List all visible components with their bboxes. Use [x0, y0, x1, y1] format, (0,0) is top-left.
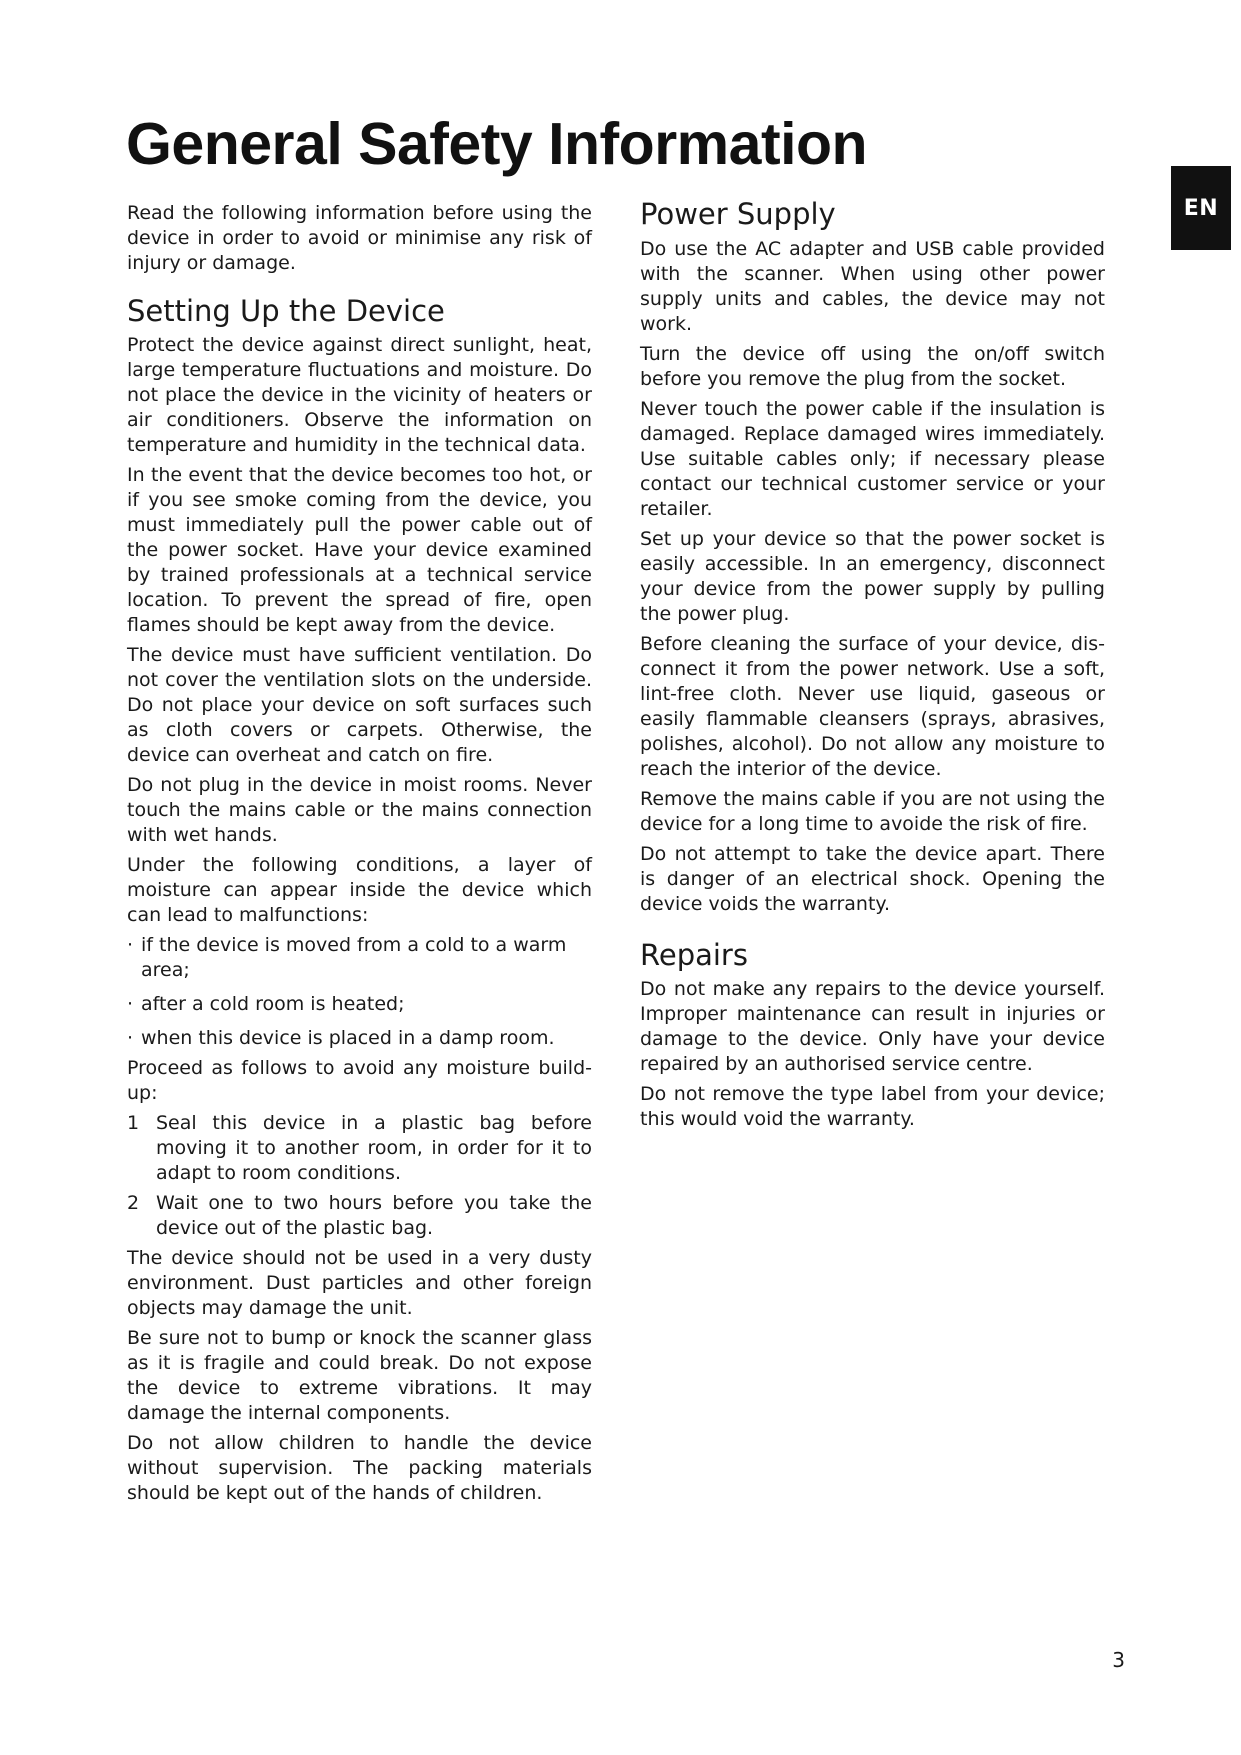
overheat-paragraph: In the event that the device becomes too hot, or if you see smoke coming from the device, you must immediately pull the power cable out of the power socket. Have your device examined by trained professionals at a technical service location. To prevent the spread of fire, open flames should be kept away from the device.: [127, 464, 592, 636]
repairs-paragraph: Do not make any repairs to the device yourself. Improper maintenance can result in injuries or damage to the device. Only have your device repaired by an authorised service centre.: [640, 978, 1105, 1075]
power-paragraph: Never touch the power cable if the insulation is damaged. Replace damaged wires immediately. Use suitable cables only; if necessary please contact our technical customer service or your retailer.: [640, 398, 1105, 520]
proceed-paragraph: Proceed as follows to avoid any moisture build-up:: [127, 1057, 592, 1104]
numbered-step: [127, 1111, 592, 1186]
language-tab: EN: [1171, 166, 1231, 250]
moist-rooms-paragraph: Do not plug in the device in moist rooms. Never touch the mains cable or the mains connection with wet hands.: [127, 774, 592, 846]
repairs-heading: Repairs: [640, 938, 748, 972]
power-paragraph: Turn the device off using the on/off switch before you remove the plug from the socket.: [640, 343, 1105, 390]
power-paragraph: Remove the mains cable if you are not using the device for a long time to avoide the risk of fire.: [640, 788, 1105, 835]
dust-paragraph: The device should not be used in a very dusty environment. Dust particles and other foreign objects may damage the unit.: [127, 1247, 592, 1319]
children-paragraph: Do not allow children to handle the device without supervision. The packing materials should be kept out of the hands of children.: [127, 1432, 592, 1504]
bullet-item: [127, 992, 592, 1017]
right-column: [640, 196, 1105, 1137]
repairs-paragraph: Do not remove the type label from your device; this would void the warranty.: [640, 1083, 1105, 1130]
bullet-marker: ·: [127, 993, 134, 1015]
left-column: [127, 201, 592, 1511]
bullet-text: if the device is moved from a cold to a warm area;: [141, 934, 567, 981]
step-number: 2: [127, 1192, 140, 1214]
moisture-conditions-paragraph: Under the following conditions, a layer of moisture can appear inside the device which can lead to malfunctions:: [127, 854, 592, 926]
bullet-marker: ·: [127, 1027, 134, 1049]
step-text: Seal this device in a plastic bag before moving it to another room, in order for it to adapt to room conditions.: [156, 1112, 592, 1184]
bullet-text: after a cold room is heated;: [141, 993, 405, 1015]
bullet-text: when this device is placed in a damp room.: [141, 1027, 555, 1049]
page-title: General Safety Information: [126, 111, 868, 177]
scanner-glass-paragraph: Be sure not to bump or knock the scanner glass as it is fragile and could break. Do not expose the device to extreme vibrations. It may damage the internal components.: [127, 1327, 592, 1424]
step-text: Wait one to two hours before you take the device out of the plastic bag.: [156, 1192, 592, 1239]
power-paragraph: Do not attempt to take the device apart. There is danger of an electrical shock. Opening the device voids the warranty.: [640, 843, 1105, 915]
power-paragraph: Before cleaning the surface of your device, disconnect it from the power network. Use a soft, lint-free cloth. Never use liquid, gaseous or easily flammable cleansers (sprays, abrasives, polishes, alcohol). Do not allow any moisture to reach the interior of the device.: [640, 633, 1105, 780]
setup-heading: Setting Up the Device: [127, 294, 445, 328]
setup-paragraph: Protect the device against direct sunlight, heat, large temperature fluctuations and moisture. Do not place the device in the vicinity of heaters or air conditioners. Observe the information on temperature and humidity in the technical data.: [127, 334, 592, 456]
intro-paragraph: Read the following information before using the device in order to avoid or minimise any risk of injury or damage.: [127, 202, 592, 274]
bullet-marker: ·: [127, 934, 134, 956]
bullet-item: [127, 933, 592, 983]
step-number: 1: [127, 1112, 140, 1134]
power-paragraph: Do use the AC adapter and USB cable provided with the scanner. When using other power supply units and cables, the device may not work.: [640, 238, 1105, 335]
page-number: 3: [1112, 1648, 1125, 1672]
numbered-step: [127, 1191, 592, 1241]
ventilation-paragraph: The device must have sufficient ventilation. Do not cover the ventilation slots on the underside. Do not place your device on soft surfaces such as cloth covers or carpets. Otherwise, the device can overheat and catch on fire.: [127, 644, 592, 766]
power-paragraph: Set up your device so that the power socket is easily accessible. In an emergency, disconnect your device from the power supply by pulling the power plug.: [640, 528, 1105, 625]
power-supply-heading: Power Supply: [640, 197, 836, 231]
bullet-item: [127, 1026, 592, 1051]
